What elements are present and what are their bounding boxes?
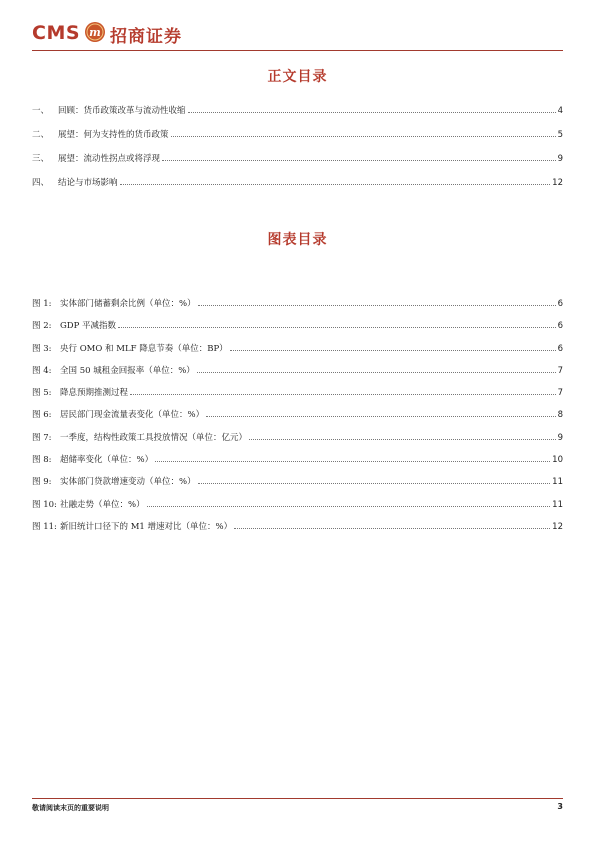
figure-entry[interactable] — [32, 386, 563, 397]
dot-leader — [120, 177, 551, 185]
figure-entry-number: 图 10: — [32, 499, 57, 510]
figure-entry-page: 11 — [552, 499, 563, 510]
dot-leader — [198, 476, 551, 484]
toc-entry-number: 二、 — [32, 130, 50, 140]
figure-entry[interactable] — [32, 297, 563, 308]
company-name: 招商证券 — [110, 27, 182, 47]
dot-leader — [155, 454, 550, 462]
figure-entry-page: 10 — [552, 455, 563, 466]
figure-entry-text: 降息预期推测过程 — [60, 388, 129, 399]
logo-cms: CMS — [32, 22, 81, 44]
figure-entry-text: 全国 50 城租金回报率（单位：%） — [60, 365, 195, 376]
figure-entry[interactable] — [32, 453, 563, 464]
toc-entry-number: 四、 — [32, 178, 50, 188]
dot-leader — [147, 499, 551, 507]
figure-entry[interactable] — [32, 364, 563, 375]
figure-entry-page: 6 — [557, 299, 563, 309]
figure-entry[interactable] — [32, 498, 563, 509]
figure-entry-text: 超储率变化（单位：%） — [60, 455, 154, 466]
dot-leader — [206, 409, 555, 417]
figure-entry-page: 9 — [557, 432, 563, 443]
figure-entry-text: 实体部门储蓄剩余比例（单位：%） — [60, 299, 196, 309]
toc-entry-text: 展望：流动性拐点或将浮现 — [58, 154, 161, 164]
toc-entry[interactable] — [32, 128, 563, 139]
dot-leader — [162, 153, 556, 161]
figures-title: 图表目录 — [267, 232, 328, 248]
figure-entry-number: 图 2: — [32, 321, 52, 332]
dot-leader — [130, 387, 556, 395]
dot-leader — [230, 343, 556, 351]
figure-entry-text: 一季度，结构性政策工具投放情况（单位：亿元） — [60, 432, 248, 443]
figures-list — [32, 297, 563, 542]
toc-entry-number: 一、 — [32, 106, 50, 116]
figure-entry-text: 实体部门贷款增速变动（单位：%） — [60, 477, 196, 488]
toc-entry[interactable] — [32, 176, 563, 187]
figure-entry-page: 12 — [552, 521, 563, 532]
header-divider — [32, 50, 563, 51]
company-emblem-icon — [84, 21, 106, 43]
figure-entry-number: 图 5: — [32, 388, 52, 399]
figure-entry[interactable] — [32, 475, 563, 486]
figure-entry-number: 图 11: — [32, 521, 57, 532]
footer-divider — [32, 798, 563, 799]
figure-entry[interactable] — [32, 342, 563, 353]
figure-entry-page: 6 — [557, 343, 563, 354]
figure-entry[interactable] — [32, 520, 563, 531]
figure-entry-page: 7 — [557, 388, 563, 399]
figure-entry-page: 8 — [557, 410, 563, 421]
toc-entry[interactable] — [32, 104, 563, 115]
figure-entry[interactable] — [32, 408, 563, 419]
figure-entry-page: 11 — [552, 477, 563, 488]
figure-entry-text: 央行 OMO 和 MLF 降息节奏（单位：BP） — [60, 343, 228, 354]
toc-entry-page: 4 — [557, 106, 563, 116]
dot-leader — [234, 521, 550, 529]
figure-entry-text: 新旧统计口径下的 M1 增速对比（单位：%） — [60, 521, 233, 532]
figure-entry-number: 图 8: — [32, 455, 52, 466]
figure-entry-page: 7 — [557, 365, 563, 376]
toc-entry-page: 5 — [557, 130, 563, 140]
contents-list — [32, 104, 563, 200]
page-header — [32, 18, 563, 48]
figure-entry[interactable] — [32, 319, 563, 330]
toc-entry-number: 三、 — [32, 154, 50, 164]
figure-entry-number: 图 6: — [32, 410, 52, 421]
contents-title: 正文目录 — [267, 69, 328, 85]
page-number: 3 — [557, 802, 563, 811]
dot-leader — [118, 320, 556, 328]
toc-entry-text: 展望：何为支持性的货币政策 — [58, 130, 169, 140]
figure-entry-number: 图 3: — [32, 343, 52, 354]
figure-entry-text: 居民部门现金流量表变化（单位：%） — [60, 410, 205, 421]
figure-entry-text: 社融走势（单位：%） — [60, 499, 145, 510]
footer-notice: 敬请阅读末页的重要说明 — [32, 803, 109, 812]
figure-entry-number: 图 7: — [32, 432, 52, 443]
dot-leader — [198, 298, 556, 306]
toc-entry[interactable] — [32, 152, 563, 163]
toc-entry-text: 结论与市场影响 — [58, 178, 118, 188]
figure-entry-number: 图 1: — [32, 299, 52, 309]
emblem-letter: m — [89, 26, 101, 39]
dot-leader — [188, 105, 556, 113]
figure-entry-text: GDP 平减指数 — [60, 321, 117, 332]
toc-entry-page: 12 — [552, 178, 563, 188]
toc-entry-text: 回顾：货币政策改革与流动性收缩 — [58, 106, 186, 116]
toc-entry-page: 9 — [557, 154, 563, 164]
figure-entry-page: 6 — [557, 321, 563, 332]
figure-entry-number: 图 9: — [32, 477, 52, 488]
figure-entry[interactable] — [32, 431, 563, 442]
dot-leader — [197, 365, 556, 373]
dot-leader — [171, 129, 556, 137]
figure-entry-number: 图 4: — [32, 365, 52, 376]
dot-leader — [249, 432, 556, 440]
